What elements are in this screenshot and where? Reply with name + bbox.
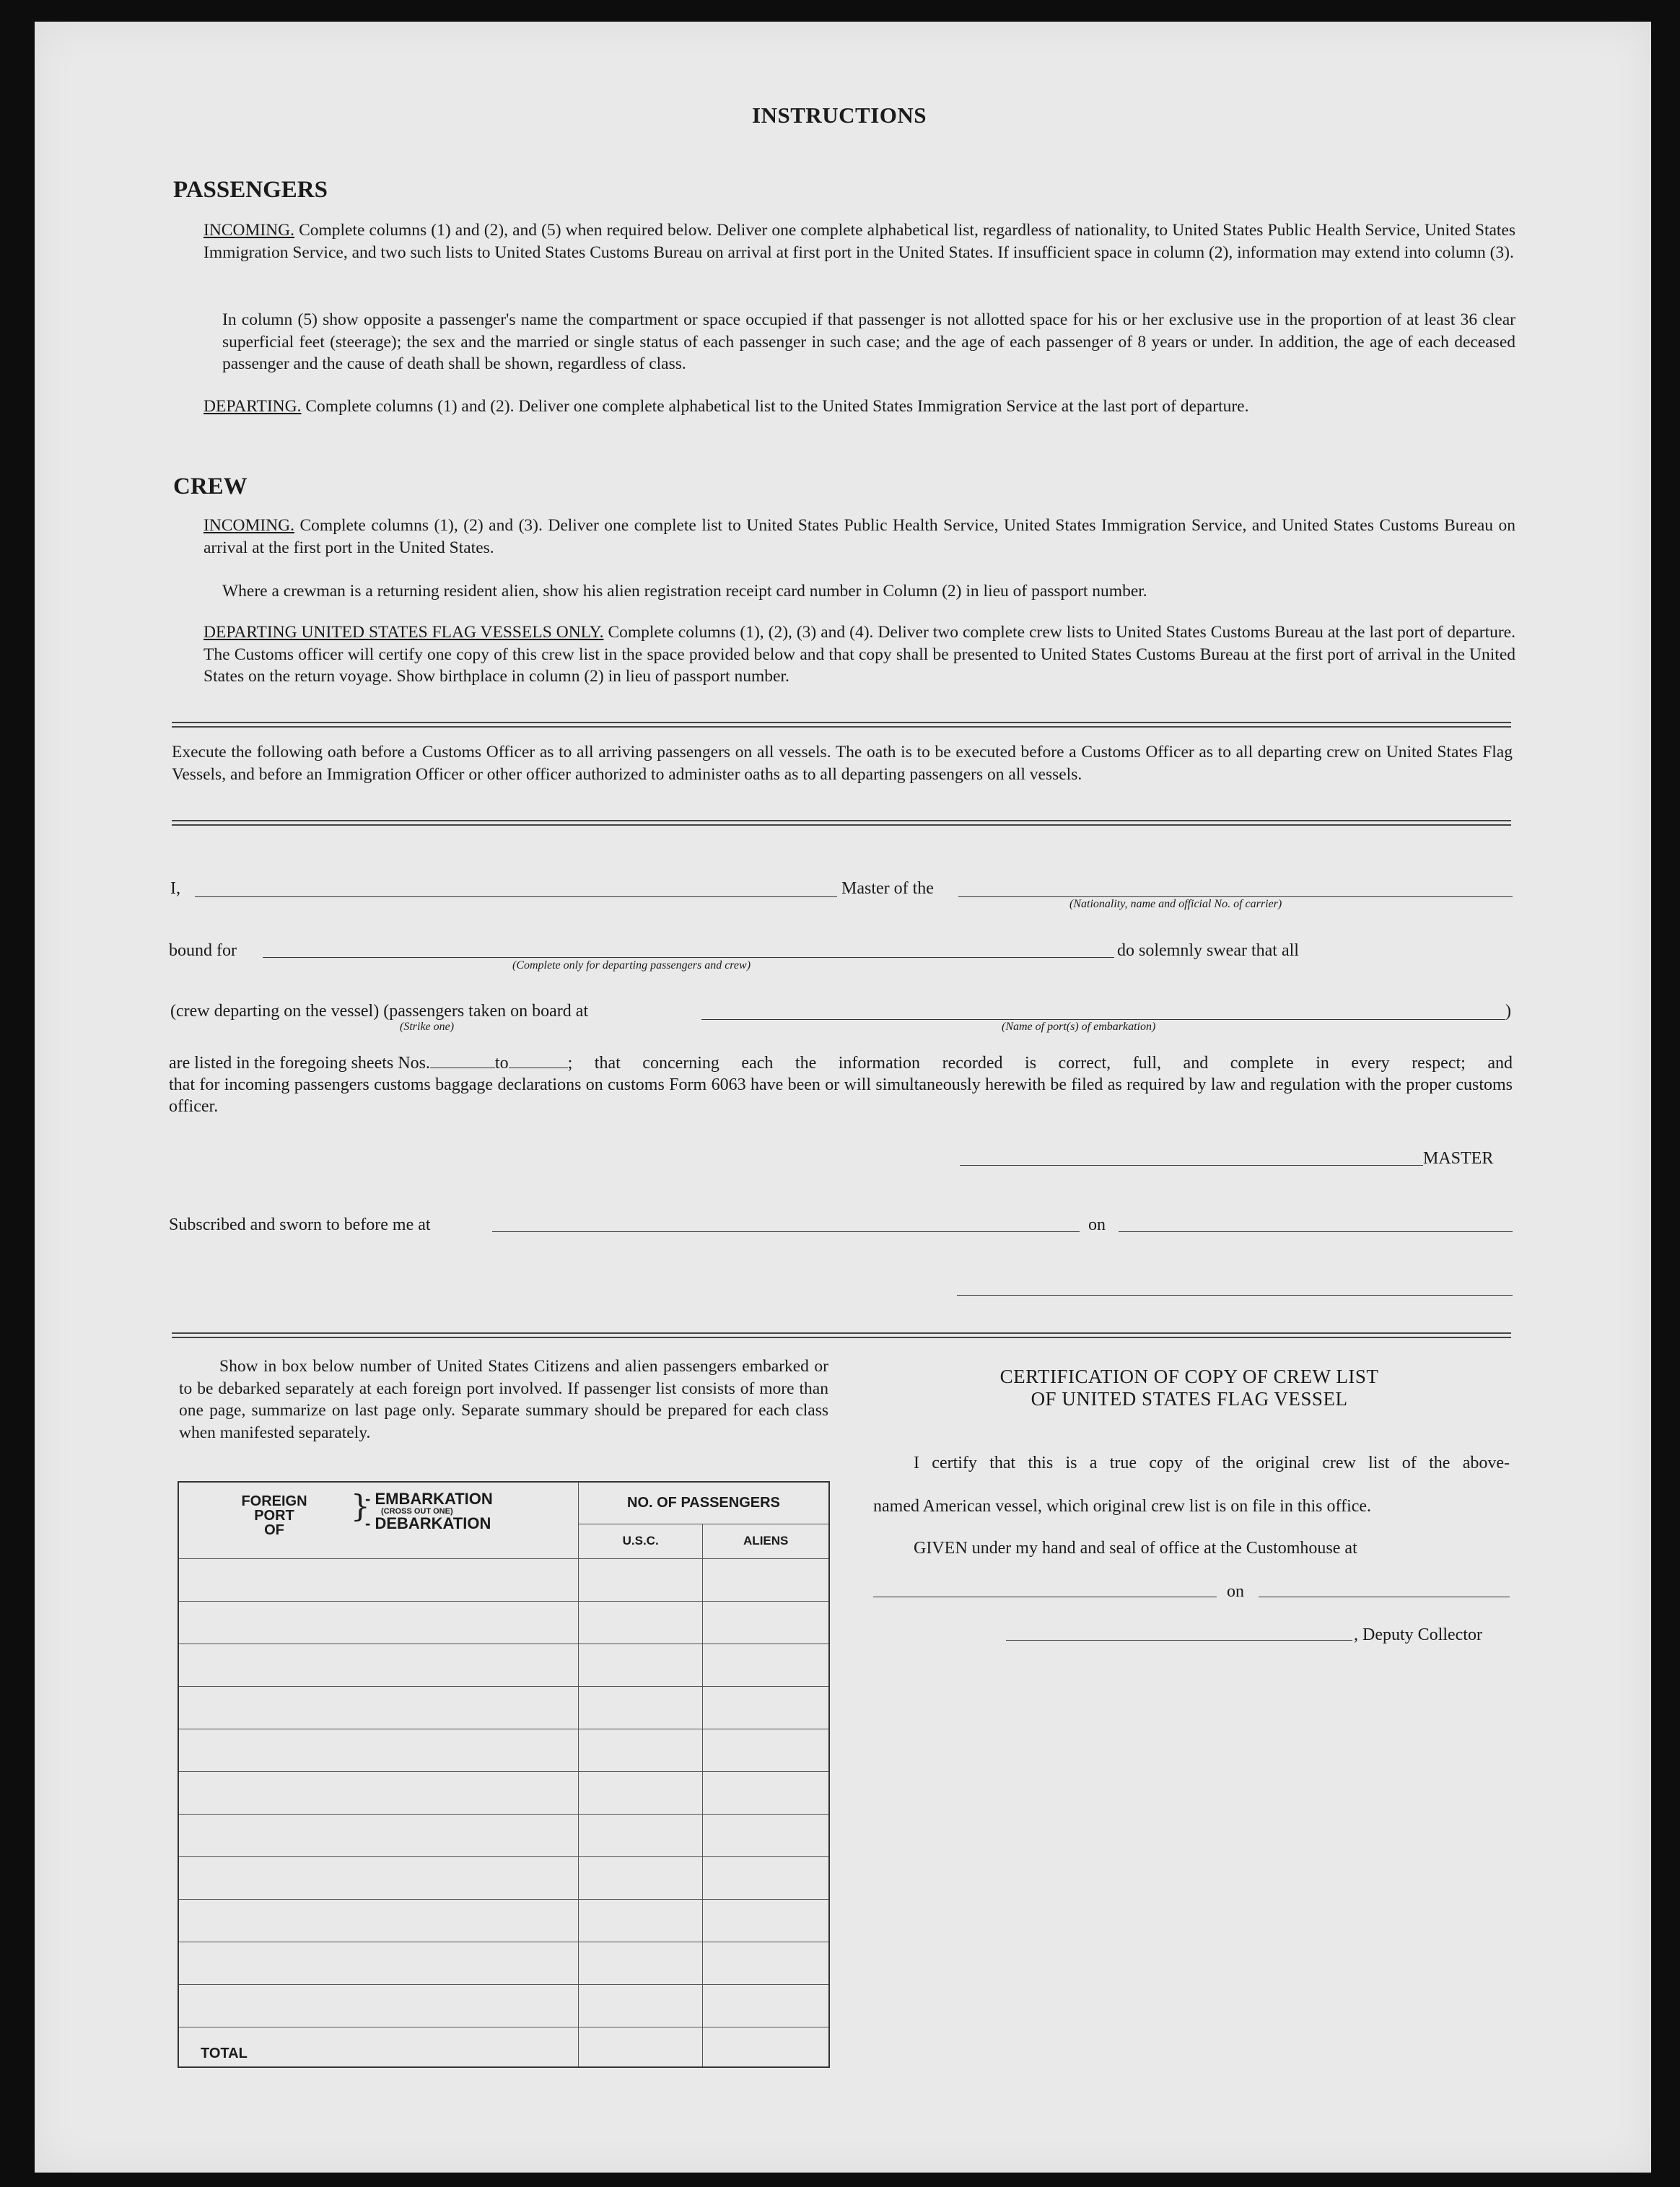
port-cell[interactable] bbox=[178, 1942, 578, 1984]
certification-heading-line-2: OF UNITED STATES FLAG VESSEL bbox=[1031, 1388, 1348, 1410]
summary-note: Show in box below number of United States Citizens and alien passengers embarked or to be debarked separately at each foreign port involved. If passenger list consists of more than one page, summarize on last page only. Separate summary should be prepared for each class when manifested separately. bbox=[179, 1357, 828, 1442]
usc-header: U.S.C. bbox=[578, 1524, 703, 1558]
crew-incoming-text: Complete columns (1), (2) and (3). Deliver one complete list to United States Public Health Service, United States Immigration Service, and United States Customs Bureau on arrival at the first port in the United States. bbox=[204, 516, 1515, 557]
aliens-cell[interactable] bbox=[703, 1643, 829, 1686]
passengers-incoming-label: INCOMING. bbox=[204, 221, 294, 240]
usc-cell[interactable] bbox=[578, 1558, 703, 1601]
embarkation-label: - EMBARKATION bbox=[365, 1490, 493, 1508]
sworn-date-line[interactable] bbox=[1119, 1231, 1513, 1232]
embarkation-caption: (Name of port(s) of embarkation) bbox=[1002, 1021, 1156, 1033]
master-of-the-label: Master of the bbox=[841, 879, 934, 898]
master-signature-line[interactable] bbox=[960, 1165, 1423, 1166]
aliens-cell[interactable] bbox=[703, 1984, 829, 2027]
aliens-header: ALIENS bbox=[703, 1524, 829, 1558]
total-usc-cell[interactable] bbox=[578, 2027, 703, 2067]
oath-instructions: Execute the following oath before a Customs Officer as to all arriving passengers on all vessels. The oath is to be executed before a Customs Officer as to all departing crew on United States Flag Vessels, and before an Immigration Officer or other officer authorized to administer oaths as to all departing passengers on all vessels. bbox=[172, 743, 1513, 784]
port-cell[interactable] bbox=[178, 1558, 578, 1601]
crew-departing-text: Complete columns (1), (2), (3) and (4). Deliver two complete crew lists to United States Customs Bureau at the last port of departure. The Customs officer will certify one copy of this crew list in the space provided below and that copy shall be presented to United States Customs Bureau at the first port of arrival in the United States on the return voyage. Show birthplace in column (2) in lieu of passport number. bbox=[204, 623, 1515, 686]
bound-for-caption: (Complete only for departing passengers and crew) bbox=[512, 959, 751, 972]
passengers-heading: PASSENGERS bbox=[173, 177, 328, 203]
passengers-departing-label: DEPARTING. bbox=[204, 397, 302, 416]
certify-line-1: I certify that this is a true copy of the original crew list of the above- bbox=[914, 1454, 1510, 1472]
debarkation-label: - DEBARKATION bbox=[365, 1514, 491, 1532]
usc-cell[interactable] bbox=[578, 1984, 703, 2027]
foreign-label: FOREIGN bbox=[241, 1493, 307, 1509]
passengers-departing-text: Complete columns (1) and (2). Deliver one complete alphabetical list to the United States Immigration Service at the last port of departure. bbox=[305, 397, 1249, 416]
table-row bbox=[178, 1984, 829, 2027]
certification-heading-line-1: CERTIFICATION OF COPY OF CREW LIST bbox=[999, 1366, 1379, 1387]
certify-line-3: GIVEN under my hand and seal of office at the Customhouse at bbox=[914, 1539, 1357, 1558]
master-name-line[interactable] bbox=[195, 896, 837, 897]
listed-paragraph bbox=[169, 1052, 1513, 1117]
table-row bbox=[178, 1729, 829, 1771]
section-divider bbox=[172, 1332, 1511, 1338]
passengers-incoming-text: Complete columns (1) and (2), and (5) when required below. Deliver one complete alphabetical list, regardless of nationality, to United States Public Health Service, United States Immigration Service, and two such lists to United States Customs Bureau on arrival at first port in the United States. If insufficient space in column (2), information may extend into column (3). bbox=[204, 221, 1516, 262]
table-row bbox=[178, 1856, 829, 1899]
bound-for-line[interactable] bbox=[263, 957, 1114, 958]
crew-departing-paragraph bbox=[204, 621, 1515, 688]
deputy-signature-line[interactable] bbox=[1006, 1640, 1352, 1641]
aliens-cell[interactable] bbox=[703, 1558, 829, 1601]
port-cell[interactable] bbox=[178, 1899, 578, 1942]
page-title: INSTRUCTIONS bbox=[752, 102, 927, 128]
aliens-cell[interactable] bbox=[703, 1771, 829, 1814]
close-paren: ) bbox=[1505, 1002, 1511, 1021]
oath-i-label: I, bbox=[170, 879, 180, 898]
tally-rows bbox=[178, 1558, 829, 2027]
no-passengers-header: NO. OF PASSENGERS bbox=[578, 1482, 829, 1524]
usc-cell[interactable] bbox=[578, 1899, 703, 1942]
cross-out-note: (CROSS OUT ONE) bbox=[381, 1507, 453, 1516]
port-cell[interactable] bbox=[178, 1686, 578, 1729]
subscribed-label: Subscribed and sworn to before me at bbox=[169, 1215, 431, 1234]
carrier-line[interactable] bbox=[958, 896, 1513, 897]
table-row bbox=[178, 1601, 829, 1643]
sworn-place-line[interactable] bbox=[492, 1231, 1080, 1232]
aliens-cell[interactable] bbox=[703, 1686, 829, 1729]
port-header-cell bbox=[178, 1482, 578, 1558]
listed-text: ; that concerning each the information recorded is correct, full, and complete in every respect; and bbox=[567, 1054, 1513, 1073]
aliens-cell[interactable] bbox=[703, 1899, 829, 1942]
aliens-cell[interactable] bbox=[703, 1729, 829, 1771]
port-label: PORT bbox=[254, 1508, 294, 1524]
swear-label: do solemnly swear that all bbox=[1117, 941, 1299, 960]
aliens-cell[interactable] bbox=[703, 1601, 829, 1643]
usc-cell[interactable] bbox=[578, 1601, 703, 1643]
passengers-column5-paragraph: In column (5) show opposite a passenger's name the compartment or space occupied if that passenger is not allotted space for his or her exclusive use in the proportion of at least 36 clear superficial feet (steerage); the sex and the married or single status of each passenger in such case; and the age of each passenger of 8 years or under. In addition, the age of each deceased passenger and the cause of death shall be shown, regardless of class. bbox=[222, 310, 1515, 373]
port-cell[interactable] bbox=[178, 1601, 578, 1643]
passengers-incoming-paragraph bbox=[204, 219, 1515, 263]
certification-heading bbox=[872, 1366, 1507, 1410]
total-aliens-cell[interactable] bbox=[703, 2027, 829, 2067]
table-row bbox=[178, 1899, 829, 1942]
port-cell[interactable] bbox=[178, 1814, 578, 1856]
crew-departing-label: (crew departing on the vessel) (passengers taken on board at bbox=[170, 1002, 589, 1021]
table-row bbox=[178, 1643, 829, 1686]
port-cell[interactable] bbox=[178, 1984, 578, 2027]
section-divider bbox=[172, 820, 1511, 826]
embarkation-options[interactable] bbox=[365, 1491, 493, 1532]
certify-on-label: on bbox=[1227, 1582, 1244, 1601]
usc-cell[interactable] bbox=[578, 1643, 703, 1686]
table-row bbox=[178, 1686, 829, 1729]
foreign-port-of-label bbox=[238, 1494, 310, 1537]
passengers-departing-paragraph bbox=[204, 396, 1515, 418]
master-label: MASTER bbox=[1423, 1149, 1494, 1168]
aliens-cell[interactable] bbox=[703, 1942, 829, 1984]
sworn-on-label: on bbox=[1088, 1215, 1106, 1234]
usc-cell[interactable] bbox=[578, 1942, 703, 1984]
table-row bbox=[178, 1942, 829, 1984]
deputy-collector-label: , Deputy Collector bbox=[1354, 1625, 1482, 1644]
usc-cell[interactable] bbox=[578, 1771, 703, 1814]
table-row bbox=[178, 1814, 829, 1856]
listed-to-label: to bbox=[494, 1054, 509, 1073]
listed-label: are listed in the foregoing sheets Nos. bbox=[169, 1054, 430, 1073]
port-cell[interactable] bbox=[178, 1729, 578, 1771]
aliens-cell[interactable] bbox=[703, 1814, 829, 1856]
usc-cell[interactable] bbox=[578, 1729, 703, 1771]
strike-caption: (Strike one) bbox=[400, 1021, 455, 1033]
usc-cell[interactable] bbox=[578, 1856, 703, 1899]
certify-line-2: named American vessel, which original crew list is on file in this office. bbox=[873, 1497, 1372, 1516]
port-cell[interactable] bbox=[178, 1643, 578, 1686]
crew-resident-paragraph: Where a crewman is a returning resident alien, show his alien registration receipt card number in Column (2) in lieu of passport number. bbox=[222, 582, 1147, 601]
crew-incoming-paragraph bbox=[204, 515, 1515, 559]
usc-cell[interactable] bbox=[578, 1686, 703, 1729]
usc-cell[interactable] bbox=[578, 1814, 703, 1856]
total-label: TOTAL bbox=[178, 2027, 578, 2067]
carrier-caption: (Nationality, name and official No. of carrier) bbox=[1069, 898, 1282, 910]
officer-signature-line[interactable] bbox=[957, 1295, 1513, 1296]
brace-glyph: } bbox=[351, 1488, 370, 1524]
crew-departing-label: DEPARTING UNITED STATES FLAG VESSELS ONLY. bbox=[204, 623, 604, 642]
table-row bbox=[178, 1771, 829, 1814]
listed-text-continued: that for incoming passengers customs baggage declarations on customs Form 6063 have been or will simultaneously herewith be filed as required by law and regulation with the proper customs officer. bbox=[169, 1075, 1513, 1116]
crew-incoming-label: INCOMING. bbox=[204, 516, 294, 535]
embarkation-port-line[interactable] bbox=[701, 1019, 1505, 1020]
bound-for-label: bound for bbox=[169, 941, 237, 960]
table-row bbox=[178, 1558, 829, 1601]
of-label: OF bbox=[264, 1522, 284, 1538]
section-divider bbox=[172, 722, 1511, 728]
passenger-summary-table bbox=[178, 1481, 830, 2068]
aliens-cell[interactable] bbox=[703, 1856, 829, 1899]
port-cell[interactable] bbox=[178, 1856, 578, 1899]
crew-heading: CREW bbox=[173, 473, 248, 499]
port-cell[interactable] bbox=[178, 1771, 578, 1814]
